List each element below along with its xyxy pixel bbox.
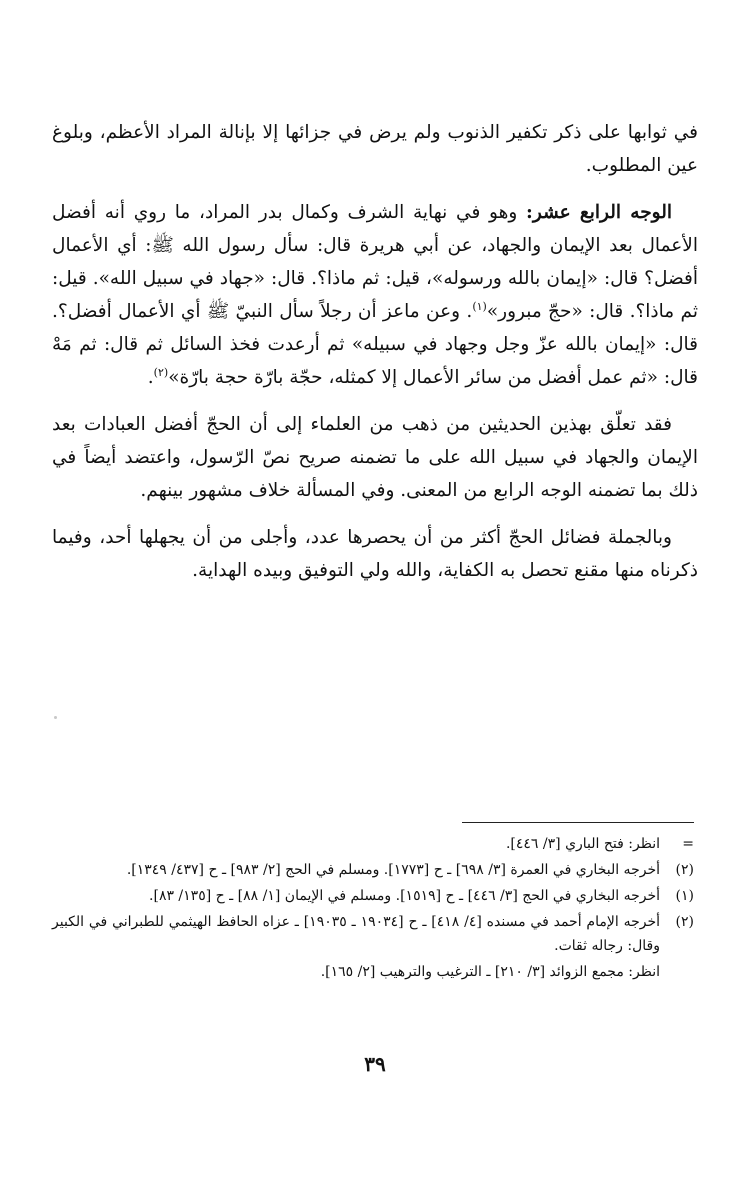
- footnote-number: [660, 960, 694, 984]
- paragraph-4: وبالجملة فضائل الحجّ أكثر من أن يحصرها عدد، وأجلى من أن يجهلها أحد، وفيما ذكرناه منها مقنع تحصل به الكفاية، والله ولي التوفيق وبيده الهداية.: [52, 527, 698, 581]
- footnote-item: [52, 832, 694, 856]
- page-number: ٣٩: [364, 1052, 386, 1076]
- footnote-text: أخرجه الإمام أحمد في مسنده [٤/ ٤١٨] ـ ح [١٩٠٣٤ ـ ١٩٠٣٥] ـ عزاه الحافظ الهيثمي للطبراني في الكبير وقال: رجاله ثقات.: [52, 914, 660, 954]
- paragraph-1: في ثوابها على ذكر تكفير الذنوب ولم يرض في جزائها إلا بإنالة المراد الأعظم، وبلوغ عين المطلوب.: [52, 122, 698, 176]
- footnote-item: [52, 960, 694, 984]
- main-text: [52, 116, 698, 601]
- paragraph-2-text-b: . وعن ماعز أن رجلاً سأل النبيّ ﷺ أي الأعمال أفضل؟. قال: «إيمان بالله عزّ وجل وجهاد في سبيله» ثم أرعدت فخذ السائل ثم قال: ثم مَهْ قال: «ثم عمل أفضل من سائر الأعمال إلا كمثله، حجّة بارّة حجة بارّة»: [52, 301, 698, 388]
- section-heading: الوجه الرابع عشر:: [526, 202, 672, 223]
- footnote-ref-2[interactable]: (٢): [153, 365, 169, 379]
- footnote-number: (١): [675, 888, 694, 904]
- footnote-number: (٢): [675, 914, 694, 930]
- footnote-item: [52, 884, 694, 908]
- footnote-item: [52, 858, 694, 882]
- footnote-ref-1[interactable]: (١): [472, 299, 487, 313]
- footnote-divider: [462, 822, 694, 823]
- footnote-text: أخرجه البخاري في العمرة [٣/ ٦٩٨] ـ ح [١٧٧٣]. ومسلم في الحج [٢/ ٩٨٣] ـ ح [٤٣٧/ ١٣٤٩].: [126, 862, 660, 878]
- footnote-item: [52, 910, 694, 958]
- footnote-number: =: [682, 836, 694, 852]
- paragraph-3: فقد تعلّق بهذين الحديثين من ذهب من العلماء إلى أن الحجّ أفضل العبادات بعد الإيمان والجهاد في سبيل الله على ما تضمنه صريح نصّ الرّسول، واعتضد أيضاً في ذلك بما تضمنه الوجه الرابع من المعنى. وفي المسألة خلاف مشهور بينهم.: [52, 414, 698, 501]
- footnote-text: انظر: مجمع الزوائد [٣/ ٢١٠] ـ الترغيب والترهيب [٢/ ١٦٥].: [320, 964, 660, 980]
- footnote-number: (٢): [675, 862, 694, 878]
- footnote-text: انظر: فتح الباري [٣/ ٤٤٦].: [505, 836, 660, 852]
- footnotes: [52, 832, 694, 986]
- scan-speck: [54, 716, 57, 719]
- footnote-text: أخرجه البخاري في الحج [٣/ ٤٤٦] ـ ح [١٥١٩]. ومسلم في الإيمان [١/ ٨٨] ـ ح [١٣٥/ ٨٣].: [149, 888, 660, 904]
- paragraph-2: [52, 196, 698, 394]
- paragraph-2-text-a: وهو في نهاية الشرف وكمال بدر المراد، ما روي أنه أفضل الأعمال بعد الإيمان والجهاد، عن أبي هريرة قال: سأل رسول الله ﷺ: أي الأعمال أفضل؟ قال: «إيمان بالله ورسوله»، قيل: ثم ماذا؟. قال: «جهاد في سبيل الله». قيل: ثم ماذا؟. قال: «حجّ مبرور»: [52, 202, 698, 322]
- paragraph-2-text-c: .: [147, 367, 154, 388]
